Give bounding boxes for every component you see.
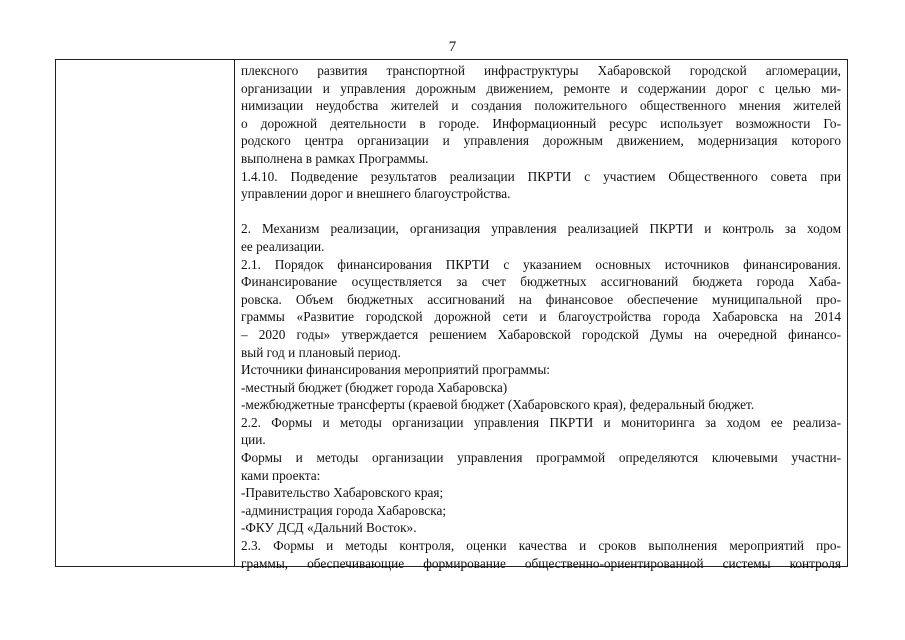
text-line: ками проекта:: [241, 467, 321, 483]
text-line: 2. Механизм реализации, организация управления реализацией ПКРТИ и контроль за ходом: [241, 221, 841, 237]
text-line: нимизации неудобства жителей и создания положительного общественного мнения жителей: [241, 98, 841, 114]
text-line: Источники финансирования мероприятий программы:: [241, 362, 550, 378]
text-line: 2.1. Порядок финансирования ПКРТИ с указанием основных источников финансирования.: [241, 256, 841, 272]
text-line: о дорожной деятельности в городе. Информационный ресурс использует возможности Го-: [241, 115, 841, 131]
column-divider: [234, 60, 235, 566]
text-line: -администрация города Хабаровска;: [241, 502, 447, 518]
text-line: родского центра организации и управления дорожным движением, модернизация которого: [241, 133, 841, 149]
text-line: 2.3. Формы и методы контроля, оценки качества и сроков выполнения мероприятий про-: [241, 538, 841, 554]
text-line: Финансирование осуществляется за счет бюджетных ассигнований бюджета города Хаба-: [241, 274, 841, 290]
text-line: 1.4.10. Подведение результатов реализации ПКРТИ с участием Общественного совета при: [241, 168, 841, 184]
text-line: ровска. Объем бюджетных ассигнований на финансовое обеспечение муниципальной про-: [241, 291, 841, 307]
text-line: управлении дорог и внешнего благоустройства.: [241, 186, 511, 202]
text-line: -местный бюджет (бюджет города Хабаровска): [241, 379, 508, 395]
table-text-cell: [241, 62, 841, 572]
text-line: -Правительство Хабаровского края;: [241, 485, 444, 501]
text-line: граммы, обеспечивающие формирование общественно-ориентированной системы контроля: [241, 555, 841, 571]
text-line: вый год и плановый период.: [241, 344, 401, 360]
text-line: Формы и методы организации управления программой определяются ключевыми участни-: [241, 450, 841, 466]
text-line: -ФКУ ДСД «Дальний Восток».: [241, 520, 417, 536]
text-line: -межбюджетные трансферты (краевой бюджет (Хабаровского края), федеральный бюджет.: [241, 397, 755, 413]
text-line: граммы «Развитие городской дорожной сети и благоустройства города Хабаровска на 2014: [241, 309, 841, 325]
text-line: ции.: [241, 432, 266, 448]
document-table: [55, 59, 848, 571]
text-line: – 2020 годы» утверждается решением Хабаровской городской Думы на очередной финансо-: [241, 326, 841, 342]
text-line: плексного развития транспортной инфраструктуры Хабаровской городской агломерации,: [241, 63, 841, 78]
blank-line: [241, 203, 841, 221]
page-number: 7: [448, 39, 457, 55]
text-line: организации и управления дорожным движением, ремонте и содержании дорог с целью ми-: [241, 80, 841, 96]
text-line: ее реализации.: [241, 238, 325, 254]
text-line: выполнена в рамках Программы.: [241, 150, 429, 166]
text-line: 2.2. Формы и методы организации управления ПКРТИ и мониторинга за ходом ее реализа-: [241, 414, 841, 430]
